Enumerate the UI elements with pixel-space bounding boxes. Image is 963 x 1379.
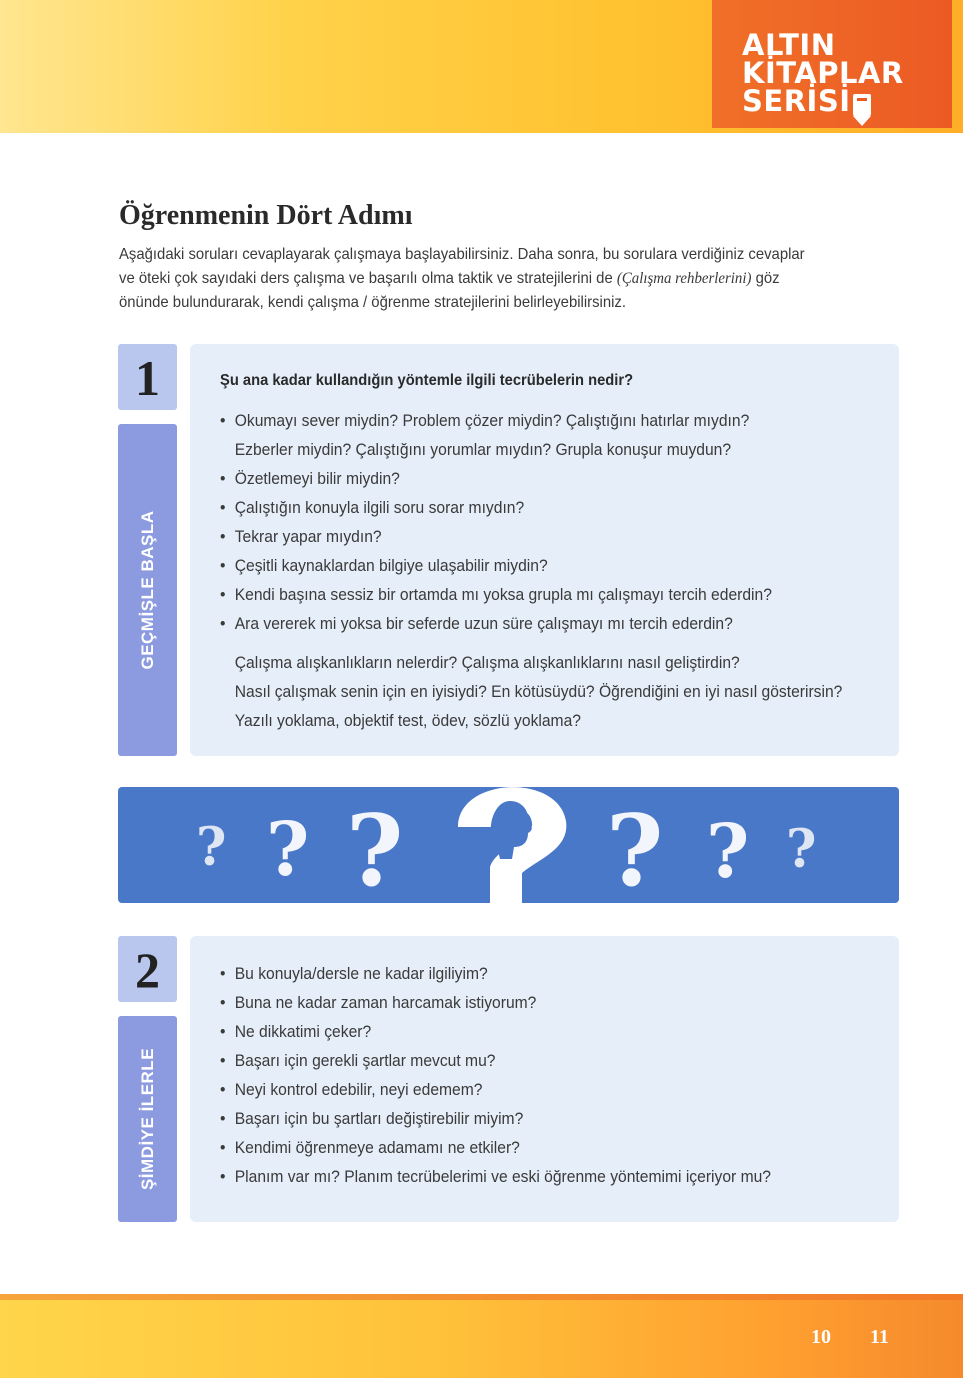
intro-line-2-start: ve öteki çok sayıdaki ders çalışma ve başarılı olma taktik ve stratejilerini de xyxy=(119,270,613,287)
intro-line-2-end: göz xyxy=(755,270,780,287)
list-item xyxy=(220,464,772,493)
step-2-bullets xyxy=(220,959,771,1191)
svg-text:?: ? xyxy=(346,794,404,903)
list-item-text: Başarı için bu şartları değiştirebilir miyim? xyxy=(234,1109,524,1128)
list-item xyxy=(220,1133,771,1162)
step-1-panel xyxy=(190,344,899,756)
list-item-text: Okumayı sever miydin? Problem çözer miydin? Çalıştığını hatırlar mıydın? xyxy=(234,411,750,430)
svg-text:?: ? xyxy=(606,794,664,903)
list-item-text: Bu konuyla/dersle ne kadar ilgiliyim? xyxy=(234,964,488,983)
svg-text:?: ? xyxy=(266,807,310,893)
list-item-text: Başarı için gerekli şartlar mevcut mu? xyxy=(234,1051,496,1070)
question-banner xyxy=(118,787,899,903)
list-item xyxy=(220,493,772,522)
list-item xyxy=(220,609,772,638)
step-1-bullets xyxy=(220,406,772,638)
intro-line-3: önünde bulundurarak, kendi çalışma / öğrenme stratejilerini belirleyebilirsiniz. xyxy=(119,294,627,311)
step-2-tab xyxy=(118,1016,177,1222)
list-item xyxy=(220,551,772,580)
list-item xyxy=(220,1162,771,1191)
list-item xyxy=(220,1075,771,1104)
list-item-text: Çalıştığın konuyla ilgili soru sorar mıydın? xyxy=(234,498,525,517)
list-item xyxy=(220,959,771,988)
list-item xyxy=(220,1046,771,1075)
series-line-2: KİTAPLAR xyxy=(742,56,904,90)
list-item xyxy=(220,580,772,609)
paragraph-line: Çalışma alışkanlıkların nelerdir? Çalışma alışkanlıklarını nasıl geliştirdin? xyxy=(234,653,740,672)
series-line-3: SERİSİ xyxy=(742,84,851,118)
svg-text:?: ? xyxy=(196,817,227,878)
list-item-text: Kendi başına sessiz bir ortamda mı yoksa grupla mı çalışmayı tercih ederdin? xyxy=(234,585,772,604)
list-item-text: Çeşitli kaynaklardan bilgiye ulaşabilir miydin? xyxy=(234,556,548,575)
intro-italic: (Çalışma rehberlerini) xyxy=(616,270,752,287)
step-2-label: ŞİMDİYE İLERLE xyxy=(137,1047,157,1191)
step-1-label: GEÇMİŞLE BAŞLA xyxy=(137,510,157,670)
list-item-text: Buna ne kadar zaman harcamak istiyorum? xyxy=(234,993,537,1012)
list-item-text: Ara vererek mi yoksa bir seferde uzun süre çalışmayı mı tercih ederdin? xyxy=(234,614,733,633)
list-item-text: Planım var mı? Planım tecrübelerimi ve eski öğrenme yöntemimi içeriyor mu? xyxy=(234,1167,772,1186)
step-1-number: 1 xyxy=(118,344,177,410)
intro-line-2 xyxy=(119,267,807,291)
paragraph-line: Nasıl çalışmak senin için en iyisiydi? En kötüsüydü? Öğrendiğini en iyi nasıl gösterirsin? xyxy=(234,682,843,701)
footer-band-edge xyxy=(0,1294,963,1300)
svg-text:?: ? xyxy=(706,809,750,895)
intro-line-1: Aşağıdaki soruları cevaplayarak çalışmaya başlayabilirsiniz. Daha sonra, bu sorulara verdiğiniz cevaplar xyxy=(119,246,805,263)
question-marks-icon xyxy=(118,787,899,903)
list-item xyxy=(220,522,772,551)
list-item xyxy=(220,1104,771,1133)
list-item xyxy=(220,406,772,464)
step-1-question: Şu ana kadar kullandığın yöntemle ilgili tecrübelerin nedir? xyxy=(220,372,634,389)
step-2-panel xyxy=(190,936,899,1222)
list-item-text: Özetlemeyi bilir miydin? xyxy=(234,469,400,488)
list-item-text: Ne dikkatimi çeker? xyxy=(234,1022,372,1041)
page-title: Öğrenmenin Dört Adımı xyxy=(119,200,413,231)
step-1-paragraph xyxy=(235,648,843,735)
intro-paragraph xyxy=(119,243,807,315)
svg-text:?: ? xyxy=(786,819,817,880)
paragraph-line: Yazılı yoklama, objektif test, ödev, sözlü yoklama? xyxy=(234,711,581,730)
list-item-text: Kendimi öğrenmeye adamamı ne etkiler? xyxy=(234,1138,520,1157)
book-pencil-icon xyxy=(851,94,873,126)
step-1-tab xyxy=(118,424,177,756)
list-item-text: Tekrar yapar mıydın? xyxy=(234,527,382,546)
list-item-text: Neyi kontrol edebilir, neyi edemem? xyxy=(234,1080,483,1099)
list-item xyxy=(220,988,771,1017)
step-2-number: 2 xyxy=(118,936,177,1002)
series-line-1: ALTIN xyxy=(742,28,836,62)
list-item xyxy=(220,1017,771,1046)
page-number-right: 11 xyxy=(870,1326,889,1348)
list-item-continuation: Ezberler miydin? Çalıştığını yorumlar mıydın? Grupla konuşur muydun? xyxy=(234,440,732,459)
page-number-left: 10 xyxy=(811,1326,831,1348)
